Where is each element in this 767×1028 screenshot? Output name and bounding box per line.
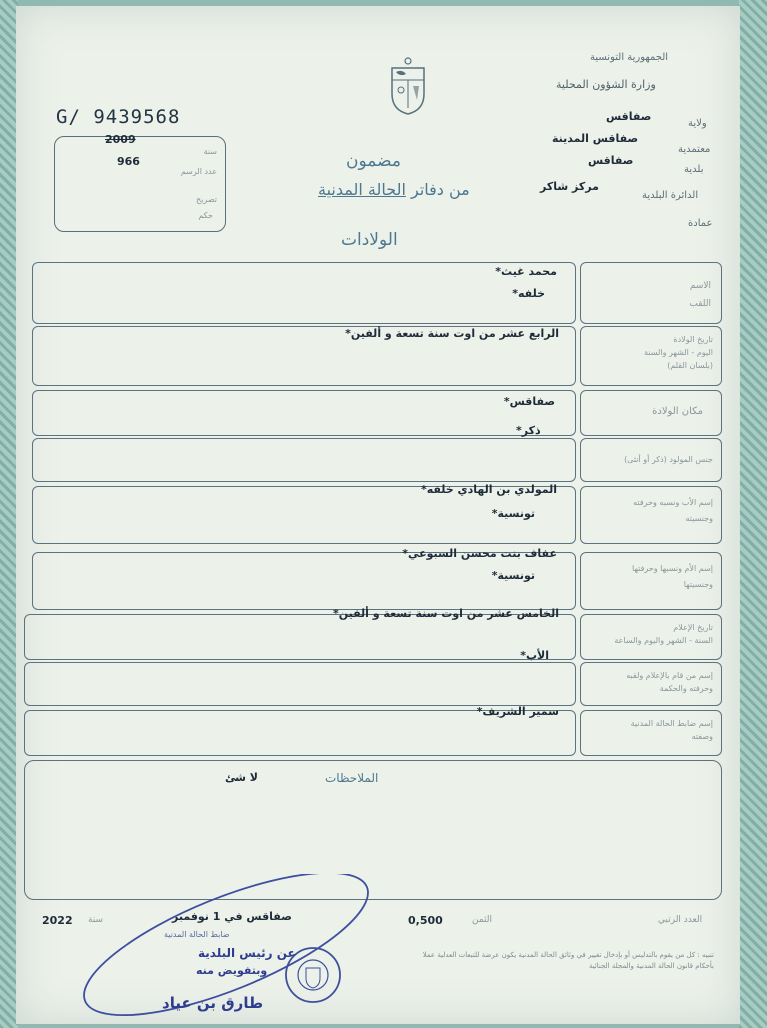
sex-value: ذكر* bbox=[516, 424, 541, 437]
row-8-label-box bbox=[580, 662, 722, 706]
mother-nationality-value: تونسية* bbox=[491, 569, 535, 582]
tunisia-coat-of-arms-icon bbox=[386, 56, 430, 116]
birth-certificate-document bbox=[16, 6, 740, 1024]
register-year-label: سنة bbox=[203, 147, 217, 156]
subtitle-underlined: الحالة المدنية bbox=[318, 180, 406, 199]
row-8-label: إسم من قام بالإعلام ولقبه وحرفته والحكمة bbox=[626, 671, 713, 693]
row-5-label: إسم الأب ونسبه وحرفته وجنسيته bbox=[633, 498, 713, 523]
right-ornamental-border bbox=[739, 0, 767, 1028]
row-3-label: مكان الولادة bbox=[652, 406, 703, 417]
delegation-value: صفاقس المدينة bbox=[552, 132, 639, 145]
subtitle-prefix: من دفاتر bbox=[410, 180, 470, 199]
remarks-label: الملاحظات bbox=[325, 771, 379, 785]
father-nationality-value: تونسية* bbox=[491, 507, 535, 520]
footer-date: صفاقس في 1 نوفمبر bbox=[172, 910, 292, 923]
register-number-label: عدد الرسم bbox=[180, 167, 217, 176]
row-3-label-box bbox=[580, 390, 722, 436]
document-subtitle bbox=[318, 180, 470, 199]
footer-year-label: سنة bbox=[88, 915, 104, 925]
row-2-value-box bbox=[32, 326, 576, 386]
sector-label: عمادة bbox=[688, 218, 713, 229]
governorate-value: صفاقس bbox=[606, 110, 652, 123]
row-4-label-box bbox=[580, 438, 722, 482]
birth-date-value: الرابع عشر من اوت سنة تسعة و ألفين* bbox=[345, 327, 559, 340]
footer-seq-label: العدد الرتبي bbox=[658, 915, 703, 925]
row-5-label-box bbox=[580, 486, 722, 544]
footer-warning-note: تنبيه : كل من يقوم بالتدليس أو بإدخال تغيير في وثائق الحالة المدنية يكون عرضة للتبعات العدلية عملا بأحكام قانون الحالة المدنية والمجلة الجنائية bbox=[422, 951, 714, 970]
signature-line-1: ضابط الحالة المدنية bbox=[164, 930, 230, 939]
row-5-value-box bbox=[32, 483, 576, 544]
row-4-value-box bbox=[32, 438, 576, 482]
register-extract-label: تصريح bbox=[196, 195, 217, 204]
row-7-value-box bbox=[24, 607, 576, 662]
father-name-value: المولدي بن الهادي خلفه* bbox=[420, 483, 557, 496]
surname-value: خلفه* bbox=[512, 287, 545, 300]
delegation-label: معتمدية bbox=[678, 144, 711, 155]
declarant-value: الأب* bbox=[520, 649, 549, 662]
row-8-value-box bbox=[24, 662, 576, 706]
serial-number: G/ 9439568 bbox=[56, 106, 181, 128]
signature-line-3: وبتفويض منه bbox=[196, 964, 268, 977]
row-1-label: الاسم اللقب bbox=[689, 281, 711, 309]
signature-name: طارق بن عياد bbox=[162, 994, 264, 1012]
ministry-label: وزارة الشؤون المحلية bbox=[556, 78, 656, 91]
row-9-label: إسم ضابط الحالة المدنية وصفته bbox=[630, 719, 713, 741]
signature-line-2: عن رئيس البلدية bbox=[198, 946, 296, 960]
municipality-value: صفاقس bbox=[588, 154, 634, 167]
declaration-date-value: الخامس عشر من اوت سنة تسعة و ألفين* bbox=[332, 607, 559, 620]
row-7-label: تاريخ الإعلام السنة - الشهر واليوم والساعة bbox=[614, 623, 713, 645]
officer-name-value: سمير الشريف* bbox=[476, 705, 559, 718]
register-number: 966 bbox=[117, 155, 140, 168]
first-name-value: محمد غيث* bbox=[495, 265, 557, 278]
remarks-value: لا شئ bbox=[225, 771, 258, 784]
district-label: الدائرة البلدية bbox=[642, 190, 699, 201]
births-heading: الولادات bbox=[341, 230, 398, 250]
row-9-value-box bbox=[24, 705, 576, 756]
mother-name-value: عفاف بنت محسن السبوعي* bbox=[402, 547, 557, 560]
row-7-label-box bbox=[580, 614, 722, 660]
birth-place-value: صفاقس* bbox=[503, 395, 555, 408]
row-6-value-box bbox=[32, 547, 576, 610]
row-4-label: جنس المولود (ذكر أو أنثى) bbox=[624, 455, 713, 464]
footer-price-label: الثمن bbox=[472, 915, 493, 925]
register-ruling-label: حكم bbox=[198, 211, 213, 220]
document-title: مضمون bbox=[346, 151, 401, 171]
district-value: مركز شاكر bbox=[540, 180, 599, 193]
row-6-label-box bbox=[580, 552, 722, 610]
municipality-label: بلدية bbox=[684, 164, 704, 175]
republic-label: الجمهورية التونسية bbox=[590, 52, 669, 63]
governorate-label: ولاية bbox=[688, 118, 707, 129]
row-9-label-box bbox=[580, 710, 722, 756]
row-2-label: تاريخ الولادة اليوم - الشهر والسنة (بلسان القلم) bbox=[644, 335, 713, 370]
row-6-label: إسم الأم ونسبها وحرفتها وجنسيتها bbox=[632, 564, 713, 589]
footer-year: 2022 bbox=[42, 914, 73, 927]
footer-price: 0,500 bbox=[408, 914, 443, 927]
row-3-value-box bbox=[32, 390, 576, 436]
register-box bbox=[54, 133, 226, 232]
row-1-label-box bbox=[580, 262, 722, 324]
register-year: 2009 bbox=[105, 133, 136, 146]
row-2-label-box bbox=[580, 326, 722, 386]
row-1-value-box bbox=[32, 262, 576, 324]
